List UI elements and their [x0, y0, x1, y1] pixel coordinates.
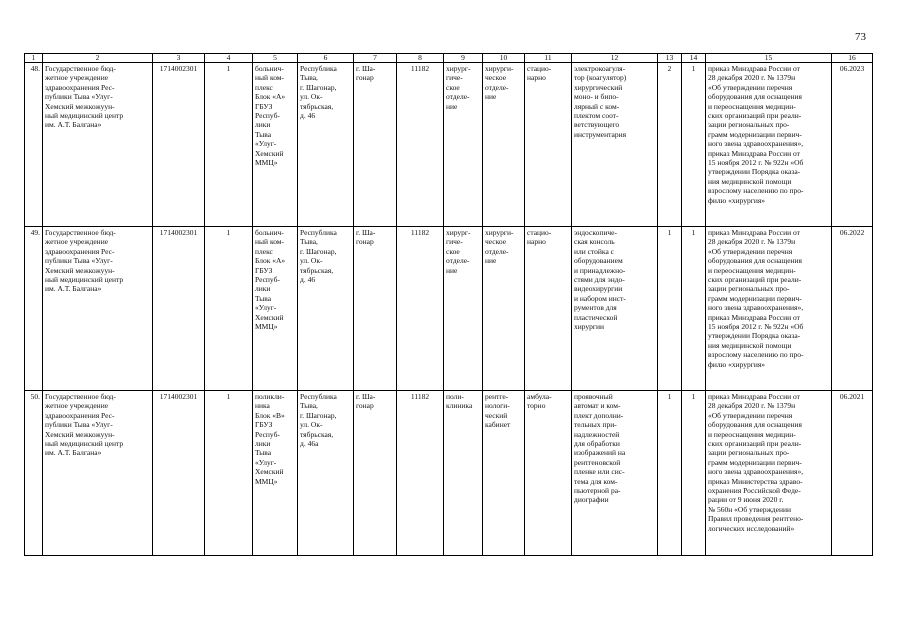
equipment: электрокоагуля- тор (коагулятор) хирургический моно- и бипо- лярный с ком- плектом соот- ветствующего инструментария	[572, 63, 658, 227]
address: Республика Тыва, г. Шагонар, ул. Ок- тябрьская, д. 46а	[298, 391, 354, 556]
row-index: 50.	[25, 391, 43, 556]
column-number: 8	[397, 54, 444, 63]
date: 06.2021	[832, 391, 873, 556]
column-4-value: 1	[205, 391, 253, 556]
legal-basis: приказ Минздрава России от 28 декабря 2020 г. № 1379н «Об утверждении перечня оборудования для оснащения и переоснащения медицин- ских организаций при реали- зации региональных про- грамм модернизации первич- ного звена здравоохранения», приказ Министерства здраво- охранения Российской Феде- рации от 9 июня 2020 г. № 560н «Об утверждении Правил проведения рентгено- логических исследований»	[706, 391, 832, 556]
table-row	[25, 227, 873, 391]
column-number: 7	[354, 54, 397, 63]
city: г. Ша- гонар	[354, 63, 397, 227]
column-number: 15	[706, 54, 832, 63]
column-number: 1	[25, 54, 43, 63]
table-row	[25, 391, 873, 556]
column-number: 4	[205, 54, 253, 63]
room: хирурги- ческое отделе- ние	[483, 63, 525, 227]
building-name: поликли- ника Блок «В» ГБУЗ Респуб- лики Тыва «Улуг- Хемский ММЦ»	[253, 391, 298, 556]
care-type: стацио- нарно	[525, 227, 572, 391]
room: хирурги- ческое отделе- ние	[483, 227, 525, 391]
column-number: 16	[832, 54, 873, 63]
equipment: эндоскопиче- ская консоль или стойка с оборудованием и принадлежно- стями для эндо- видеохирургии и набором инст- рументов для пластической хирургии	[572, 227, 658, 391]
care-type: амбула- торно	[525, 391, 572, 556]
table-row	[25, 63, 873, 227]
column-8-value: 11182	[397, 63, 444, 227]
column-number: 13	[658, 54, 682, 63]
address: Республика Тыва, г. Шагонар, ул. Ок- тябрьская, д. 46	[298, 227, 354, 391]
department: хирург- гиче- ское отделе- ние	[444, 227, 483, 391]
organization-name: Государственное бюд- жетное учреждение здравоохранения Рес- публики Тыва «Улуг- Хемский межкожуун- ный медицинский центр им. А.Т. Балгана»	[43, 63, 153, 227]
column-number: 11	[525, 54, 572, 63]
equipment: проявочный автомат и ком- плект дополни- тельных при- надлежностей для обработки изображений на рентгеновской пленке или сис- тема для ком- пьютерной ра- диографии	[572, 391, 658, 556]
column-14-value: 1	[682, 63, 706, 227]
column-4-value: 1	[205, 227, 253, 391]
city: г. Ша- гонар	[354, 391, 397, 556]
column-4-value: 1	[205, 63, 253, 227]
legal-basis: приказ Минздрава России от 28 декабря 2020 г. № 1379н «Об утверждении перечня оборудования для оснащения и переоснащения медицин- ских организаций при реали- зации региональных про- грамм модернизации первич- ного звена здравоохранения», приказ Минздрава России от 15 ноября 2012 г. № 922н «Об утверждении Порядка оказа- ния медицинской помощи взрослому населению по про- филю «хирургия»	[706, 63, 832, 227]
column-8-value: 11182	[397, 391, 444, 556]
date: 06.2023	[832, 63, 873, 227]
address: Республика Тыва, г. Шагонар, ул. Ок- тябрьская, д. 46	[298, 63, 354, 227]
column-number: 12	[572, 54, 658, 63]
organization-code: 1714002301	[153, 391, 205, 556]
column-14-value: 1	[682, 391, 706, 556]
column-8-value: 11182	[397, 227, 444, 391]
room: рентге- нологи- ческий кабинет	[483, 391, 525, 556]
column-number: 9	[444, 54, 483, 63]
column-number-row	[25, 54, 873, 63]
column-number: 10	[483, 54, 525, 63]
organization-name: Государственное бюд- жетное учреждение здравоохранения Рес- публики Тыва «Улуг- Хемский межкожуун- ный медицинский центр им. А.Т. Балгана»	[43, 391, 153, 556]
row-index: 49.	[25, 227, 43, 391]
column-14-value: 1	[682, 227, 706, 391]
column-number: 5	[253, 54, 298, 63]
organization-code: 1714002301	[153, 63, 205, 227]
column-number: 2	[43, 54, 153, 63]
department: поли- клиника	[444, 391, 483, 556]
column-number: 3	[153, 54, 205, 63]
column-number: 14	[682, 54, 706, 63]
quantity: 1	[658, 227, 682, 391]
quantity: 2	[658, 63, 682, 227]
row-index: 48.	[25, 63, 43, 227]
quantity: 1	[658, 391, 682, 556]
organization-code: 1714002301	[153, 227, 205, 391]
building-name: больнич- ный ком- плекс Блок «А» ГБУЗ Респуб- лики Тыва «Улуг- Хемский ММЦ»	[253, 63, 298, 227]
date: 06.2022	[832, 227, 873, 391]
page-number: 73	[855, 31, 866, 43]
legal-basis: приказ Минздрава России от 28 декабря 2020 г. № 1379н «Об утверждении перечня оборудования для оснащения и переоснащения медицин- ских организаций при реали- зации региональных про- грамм модернизации первич- ного звена здравоохранения», приказ Минздрава России от 15 ноября 2012 г. № 922н «Об утверждении Порядка оказа- ния медицинской помощи взрослому населению по про- филю «хирургия»	[706, 227, 832, 391]
equipment-table	[24, 53, 873, 556]
column-number: 6	[298, 54, 354, 63]
building-name: больнич- ный ком- плекс Блок «А» ГБУЗ Респуб- лики Тыва «Улуг- Хемский ММЦ»	[253, 227, 298, 391]
city: г. Ша- гонар	[354, 227, 397, 391]
care-type: стацио- нарно	[525, 63, 572, 227]
department: хирург- гиче- ское отделе- ние	[444, 63, 483, 227]
organization-name: Государственное бюд- жетное учреждение здравоохранения Рес- публики Тыва «Улуг- Хемский межкожуун- ный медицинский центр им. А.Т. Балгана»	[43, 227, 153, 391]
